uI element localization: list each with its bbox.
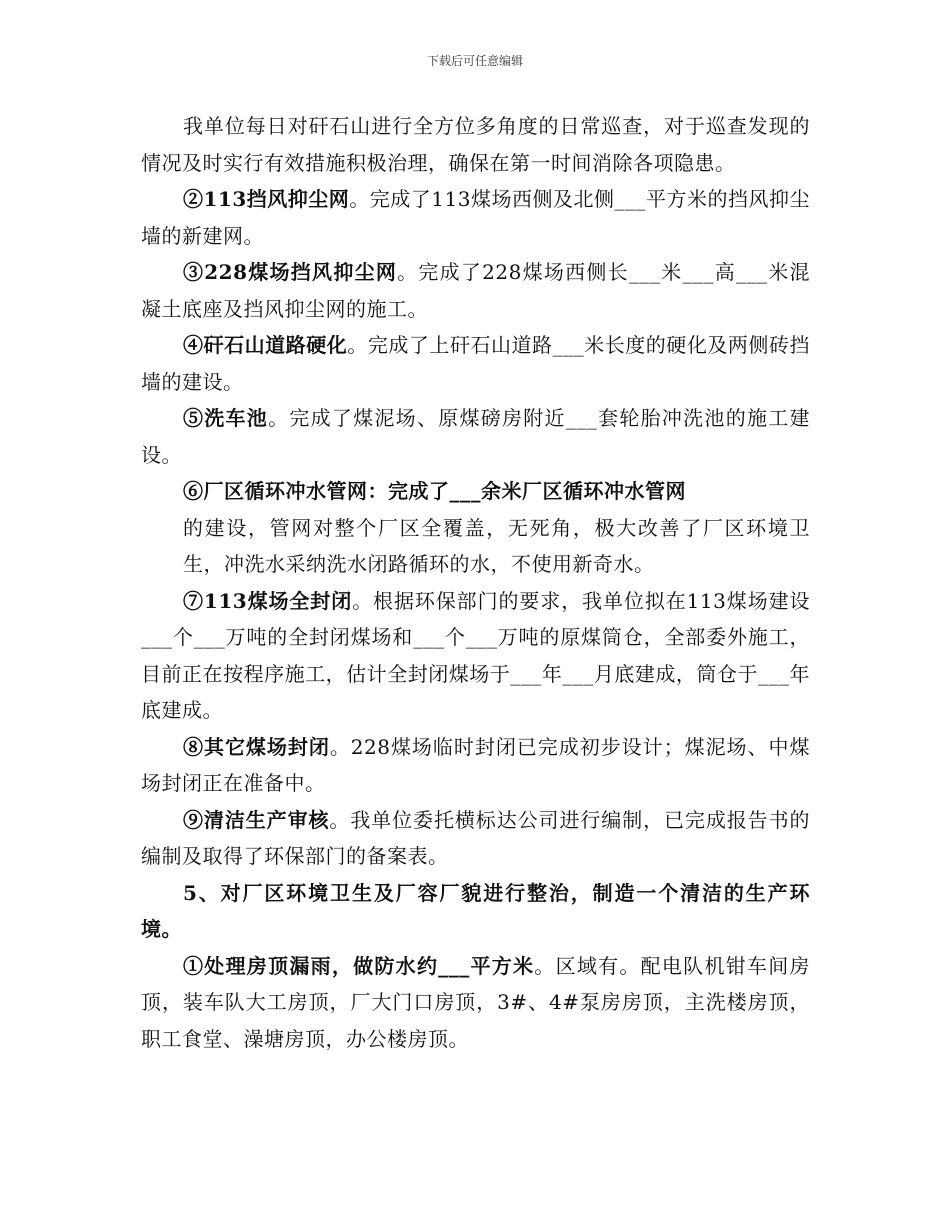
paragraph-car-wash: [141, 400, 810, 473]
paragraph-heading: ⑨清洁生产审核: [183, 807, 330, 832]
paragraph-heading: ⑦113煤场全封闭: [183, 588, 353, 613]
paragraph-heading: ⑤洗车池: [183, 406, 269, 430]
paragraph-inspection: [141, 108, 810, 181]
paragraph-text: 。区域有。配电队机钳车间房顶，装车队大工房顶，厂大门口房顶，3#、4#泵房房顶，主洗楼房顶，职工食堂、澡塘房顶，办公楼房顶。: [141, 953, 811, 1051]
paragraph-text: 。我单位委托横标达公司进行编制，已完成报告书的编制及取得了环保部门的备案表。: [141, 807, 811, 868]
paragraph-water-pipe-heading: [141, 473, 810, 510]
paragraph-text: 。完成了煤泥场、原煤磅房附近___套轮胎冲洗池的施工建设。: [141, 406, 811, 467]
paragraph-heading: ⑧其它煤场封闭: [183, 734, 330, 759]
paragraph-heading: ②113挡风抑尘网: [183, 187, 350, 211]
paragraph-text: 。根据环保部门的要求，我单位拟在113煤场建设___个___万吨的全封闭煤场和___个___万吨的原煤筒仓，全部委外施工，目前正在按程序施工，估计全封闭煤场于___年___月底建成，筒仓于___年底建成。: [141, 588, 810, 722]
paragraph-228-windbreak: [141, 254, 810, 327]
paragraph-heading: ①处理房顶漏雨，做防水约___平方米: [183, 953, 535, 978]
paragraph-clean-production: [141, 802, 810, 875]
paragraph-roof-waterproof: [141, 948, 810, 1058]
paragraph-text: 。完成了113煤场西侧及北侧___平方米的挡风抑尘墙的新建网。: [141, 187, 810, 248]
section-heading-text: 5、对厂区环境卫生及厂容厂貌进行整治，制造一个清洁的生产环境。: [141, 880, 810, 941]
paragraph-113-enclosure: [141, 583, 810, 729]
paragraph-heading: ⑥厂区循环冲水管网：完成了___余米厂区循环冲水管网: [183, 479, 686, 503]
section-heading-environment: [141, 875, 810, 948]
paragraph-text: 我单位每日对矸石山进行全方位多角度的日常巡查，对于巡查发现的情况及时实行有效措施积极治理，确保在第一时间消除各项隐患。: [141, 114, 810, 175]
paragraph-water-pipe-body: [141, 510, 810, 583]
paragraph-113-windbreak: [141, 181, 810, 254]
paragraph-text: 。完成了上矸石山道路___米长度的硬化及两侧砖挡墙的建设。: [141, 333, 811, 394]
document-body: [141, 108, 810, 1057]
paragraph-text: 。完成了228煤场西侧长___米___高___米混凝土底座及挡风抑尘网的施工。: [141, 260, 810, 321]
paragraph-text: 的建设，管网对整个厂区全覆盖，无死角，极大改善了厂区环境卫生，冲洗水采纳洗水闭路循环的水，不使用新奇水。: [183, 515, 810, 576]
paragraph-other-enclosure: [141, 729, 810, 802]
paragraph-heading: ④矸石山道路硬化: [183, 333, 348, 357]
paragraph-road-hardening: [141, 327, 810, 400]
page-header-note: 下载后可任意编辑: [426, 54, 523, 68]
paragraph-heading: ③228煤场挡风抑尘网: [183, 260, 398, 284]
paragraph-text: 。228煤场临时封闭已完成初步设计；煤泥场、中煤场封闭正在准备中。: [141, 734, 810, 795]
